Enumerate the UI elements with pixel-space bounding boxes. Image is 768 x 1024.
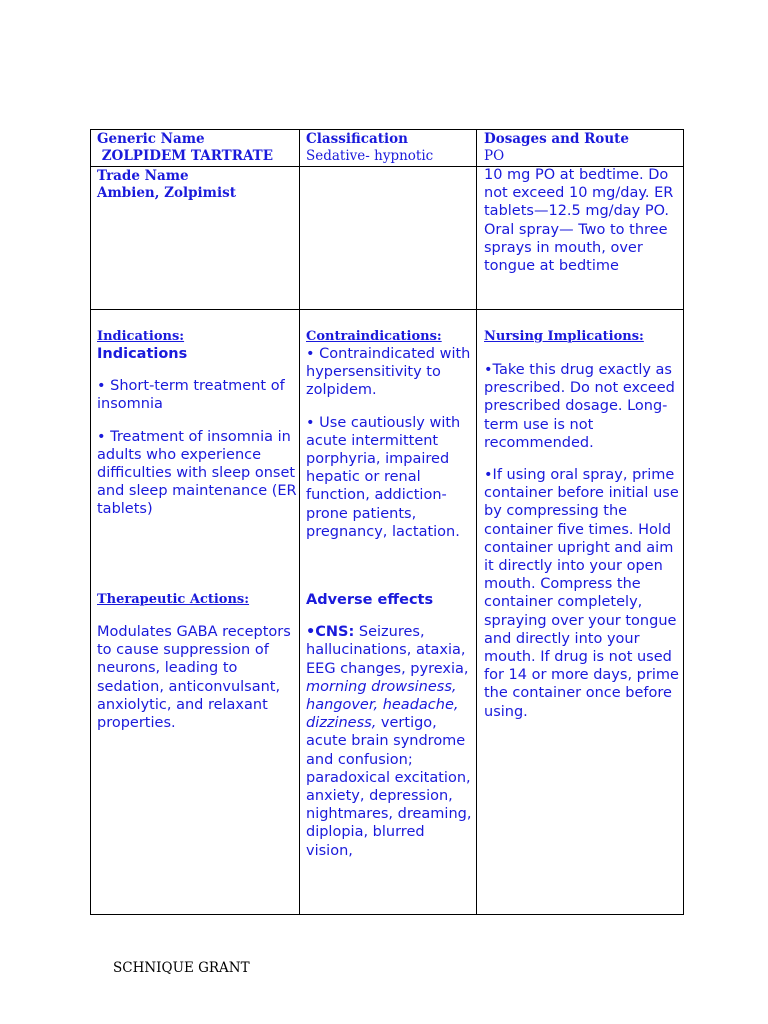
trade-name-value: Ambien, Zolpimist: [97, 185, 236, 201]
generic-name-cell: [97, 131, 297, 165]
therapeutic-heading: Therapeutic Actions:: [97, 592, 250, 607]
generic-name-label: Generic Name: [97, 131, 205, 147]
classification-cell: [306, 131, 474, 165]
table-border-right: [683, 129, 684, 915]
footer-author: SCHNIQUE GRANT: [113, 960, 250, 976]
dosage-route-cell: [484, 131, 682, 165]
adverse-cns-part1: Seizures, hallucinations, ataxia, EEG changes, pyrexia,: [306, 624, 469, 677]
adverse-cns-label: •CNS:: [306, 624, 355, 641]
trade-name-cell: [97, 168, 297, 202]
nursing-heading: Nursing Implications:: [484, 329, 644, 344]
adverse-cns-part2: vertigo, acute brain syndrome and confusion; paradoxical excitation, anxiety, depression, nightmares, dreaming, diplopia, blurred vision,: [306, 715, 472, 859]
adverse-effects-heading: Adverse effects: [306, 592, 434, 608]
table-border-top: [90, 129, 684, 130]
dosage-route-value: PO: [484, 148, 505, 164]
table-row-divider-2: [90, 309, 684, 310]
indications-subheading: Indications: [97, 346, 188, 362]
indications-heading: Indications:: [97, 329, 185, 344]
therapeutic-cell: [97, 592, 297, 732]
indication-item: • Treatment of insomnia in adults who experience difficulties with sleep onset and sleep maintenance (ER tablets): [97, 428, 297, 518]
generic-name-value: ZOLPIDEM TARTRATE: [97, 148, 274, 164]
contraindication-item: • Contraindicated with hypersensitivity to zolpidem.: [306, 346, 471, 399]
classification-label: Classification: [306, 131, 408, 147]
nursing-implications-cell: [484, 329, 682, 721]
indication-item: • Short-term treatment of insomnia: [97, 378, 285, 413]
dosage-route-label: Dosages and Route: [484, 131, 629, 147]
nursing-item: •If using oral spray, prime container before initial use by compressing the container five times. Hold container upright and aim it directly into your open mouth. Compress the container completely, spraying over your tongue and directly into your mouth. If drug is not used for 14 or more days, prime the container once before using.: [484, 467, 679, 720]
therapeutic-text: Modulates GABA receptors to cause suppression of neurons, leading to sedation, anticonvulsant, anxiolytic, and relaxant properties.: [97, 624, 291, 732]
table-divider-2: [476, 129, 477, 915]
adverse-cns-text: [306, 623, 474, 860]
classification-value: Sedative- hypnotic: [306, 148, 434, 164]
dosage-text: 10 mg PO at bedtime. Do not exceed 10 mg/day. ER tablets—12.5 mg/day PO. Oral spray— Two to three sprays in mouth, over tongue at bedtime: [484, 167, 674, 275]
nursing-item: •Take this drug exactly as prescribed. Do not exceed prescribed dosage. Long-term use is not recommended.: [484, 362, 675, 451]
table-divider-1: [299, 129, 300, 915]
table-border-left: [90, 129, 91, 915]
contraindications-heading: Contraindications:: [306, 329, 442, 344]
trade-name-label: Trade Name: [97, 168, 189, 184]
contraindications-cell: [306, 329, 474, 541]
adverse-cns-italic: morning drowsiness, hangover, headache, dizziness,: [306, 678, 459, 732]
table-border-bottom: [90, 914, 684, 915]
contraindication-item: • Use cautiously with acute intermittent porphyria, impaired hepatic or renal function, addiction-prone patients, pregnancy, lactation.: [306, 414, 461, 540]
indications-cell: [97, 329, 297, 519]
adverse-effects-cell: [306, 591, 474, 860]
